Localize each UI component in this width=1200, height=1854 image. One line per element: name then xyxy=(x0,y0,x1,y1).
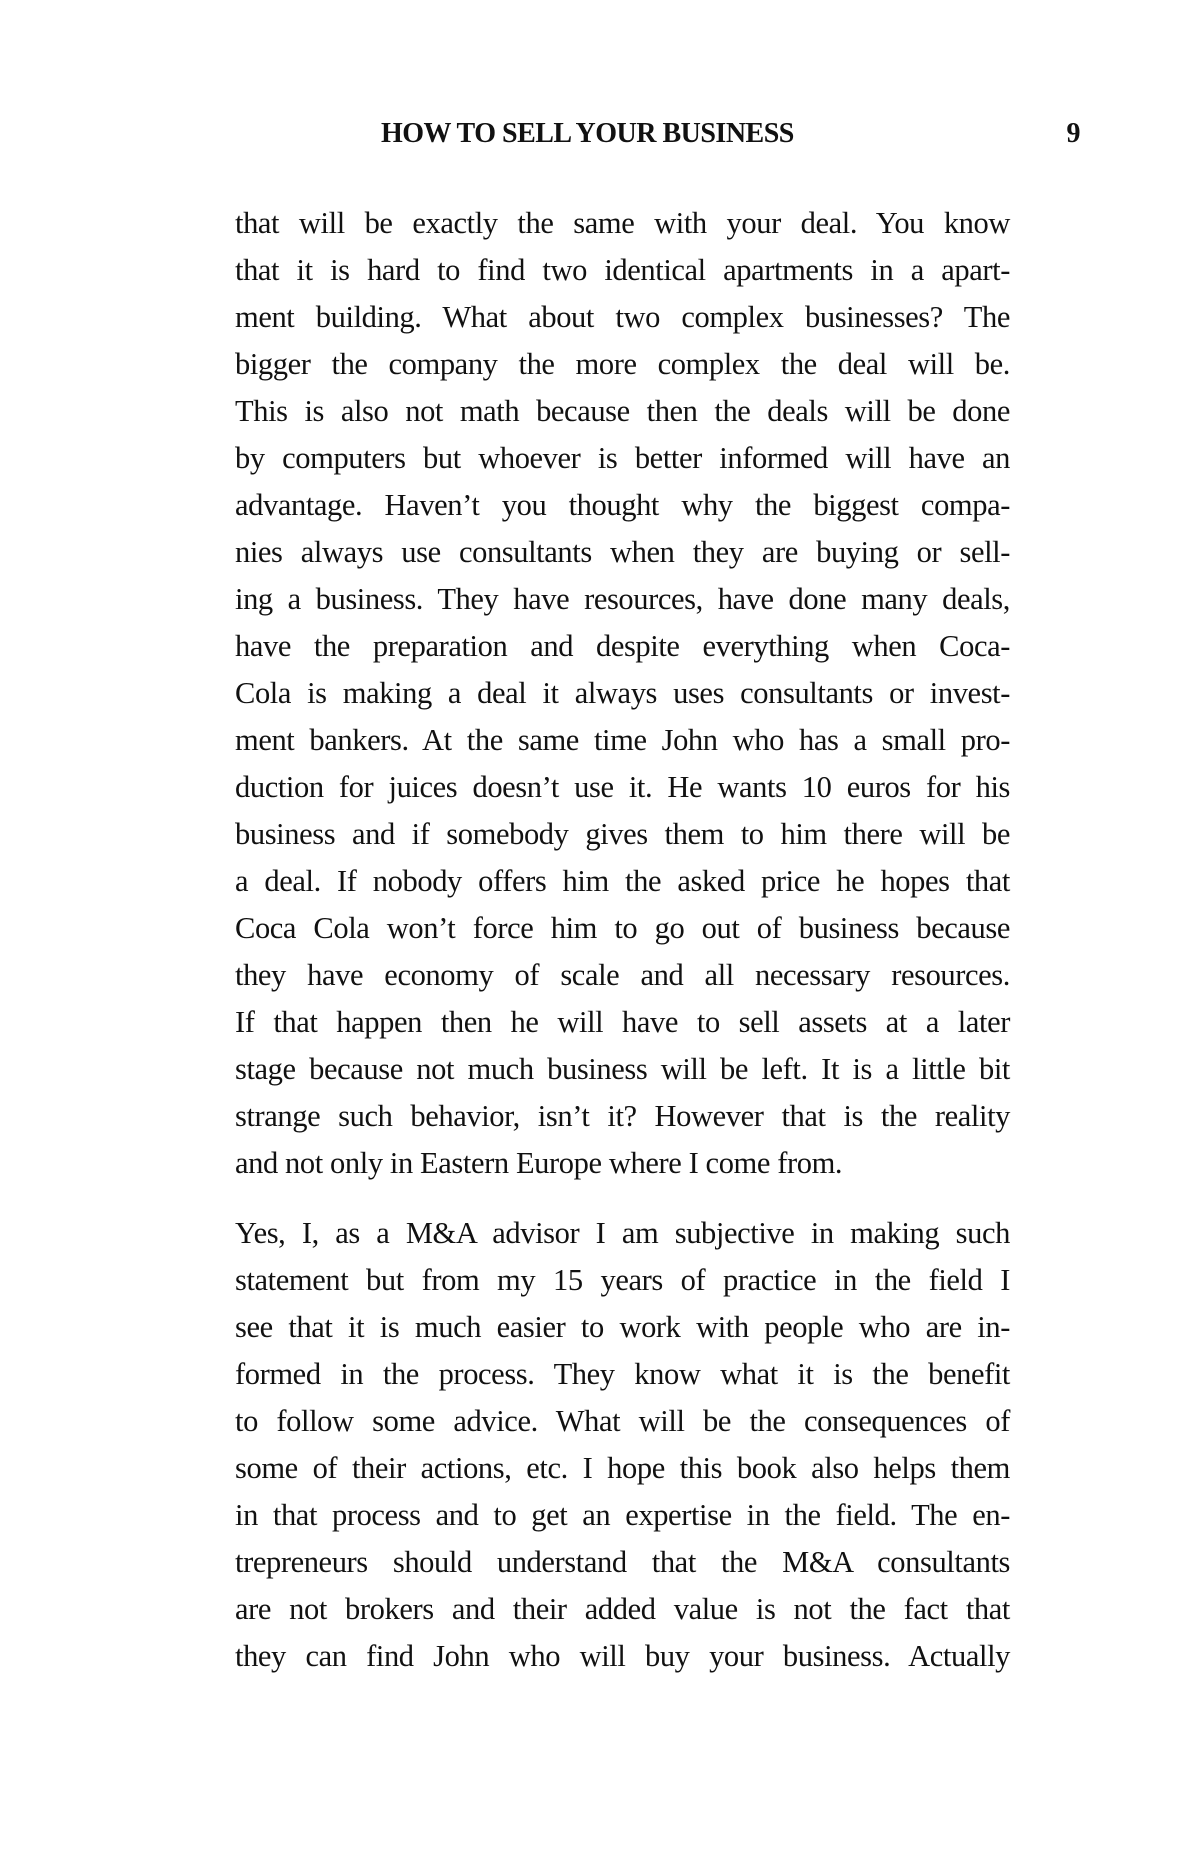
body-text xyxy=(235,200,1010,1680)
text-line: they have economy of scale and all necessary resources. xyxy=(235,958,1010,992)
text-line: in that process and to get an expertise in the field. The en- xyxy=(235,1498,1010,1532)
text-line: Yes, I, as a M&A advisor I am subjective in making such xyxy=(235,1216,1010,1250)
text-line: formed in the process. They know what it is the benefit xyxy=(235,1357,1010,1391)
text-line: stage because not much business will be left. It is a little bit xyxy=(235,1052,1010,1086)
text-line: This is also not math because then the deals will be done xyxy=(235,394,1010,428)
text-line: a deal. If nobody offers him the asked price he hopes that xyxy=(235,864,1010,898)
text-line: ing a business. They have resources, have done many deals, xyxy=(235,582,1010,616)
text-line: duction for juices doesn’t use it. He wants 10 euros for his xyxy=(235,770,1010,804)
text-line: that it is hard to find two identical apartments in a apart- xyxy=(235,253,1010,287)
book-title: HOW TO SELL YOUR BUSINESS xyxy=(381,118,794,149)
text-line: advantage. Haven’t you thought why the biggest compa- xyxy=(235,488,1010,522)
text-line: strange such behavior, isn’t it? However that is the reality xyxy=(235,1099,1010,1133)
text-line: by computers but whoever is better informed will have an xyxy=(235,441,1010,475)
text-line: trepreneurs should understand that the M&A consultants xyxy=(235,1545,1010,1579)
text-line: are not brokers and their added value is not the fact that xyxy=(235,1592,1010,1626)
text-line: Coca Cola won’t force him to go out of business because xyxy=(235,911,1010,945)
paragraph xyxy=(235,200,1010,1187)
text-line: some of their actions, etc. I hope this book also helps them xyxy=(235,1451,1010,1485)
text-line: see that it is much easier to work with people who are in- xyxy=(235,1310,1010,1344)
text-line: If that happen then he will have to sell assets at a later xyxy=(235,1005,1010,1039)
text-line: ment bankers. At the same time John who has a small pro- xyxy=(235,723,1010,757)
text-line: have the preparation and despite everything when Coca- xyxy=(235,629,1010,663)
text-line: that will be exactly the same with your deal. You know xyxy=(235,206,1010,240)
text-line: and not only in Eastern Europe where I come from. xyxy=(235,1146,843,1180)
text-line: business and if somebody gives them to him there will be xyxy=(235,817,1010,851)
text-line: Cola is making a deal it always uses consultants or invest- xyxy=(235,676,1010,710)
text-line: bigger the company the more complex the deal will be. xyxy=(235,347,1010,381)
text-line: nies always use consultants when they are buying or sell- xyxy=(235,535,1010,569)
page-number: 9 xyxy=(1066,118,1080,149)
text-line: to follow some advice. What will be the consequences of xyxy=(235,1404,1010,1438)
text-line: they can find John who will buy your business. Actually xyxy=(235,1639,1010,1673)
paragraph xyxy=(235,1210,1010,1680)
running-head xyxy=(235,118,1080,158)
text-line: statement but from my 15 years of practice in the field I xyxy=(235,1263,1010,1297)
text-line: ment building. What about two complex businesses? The xyxy=(235,300,1010,334)
